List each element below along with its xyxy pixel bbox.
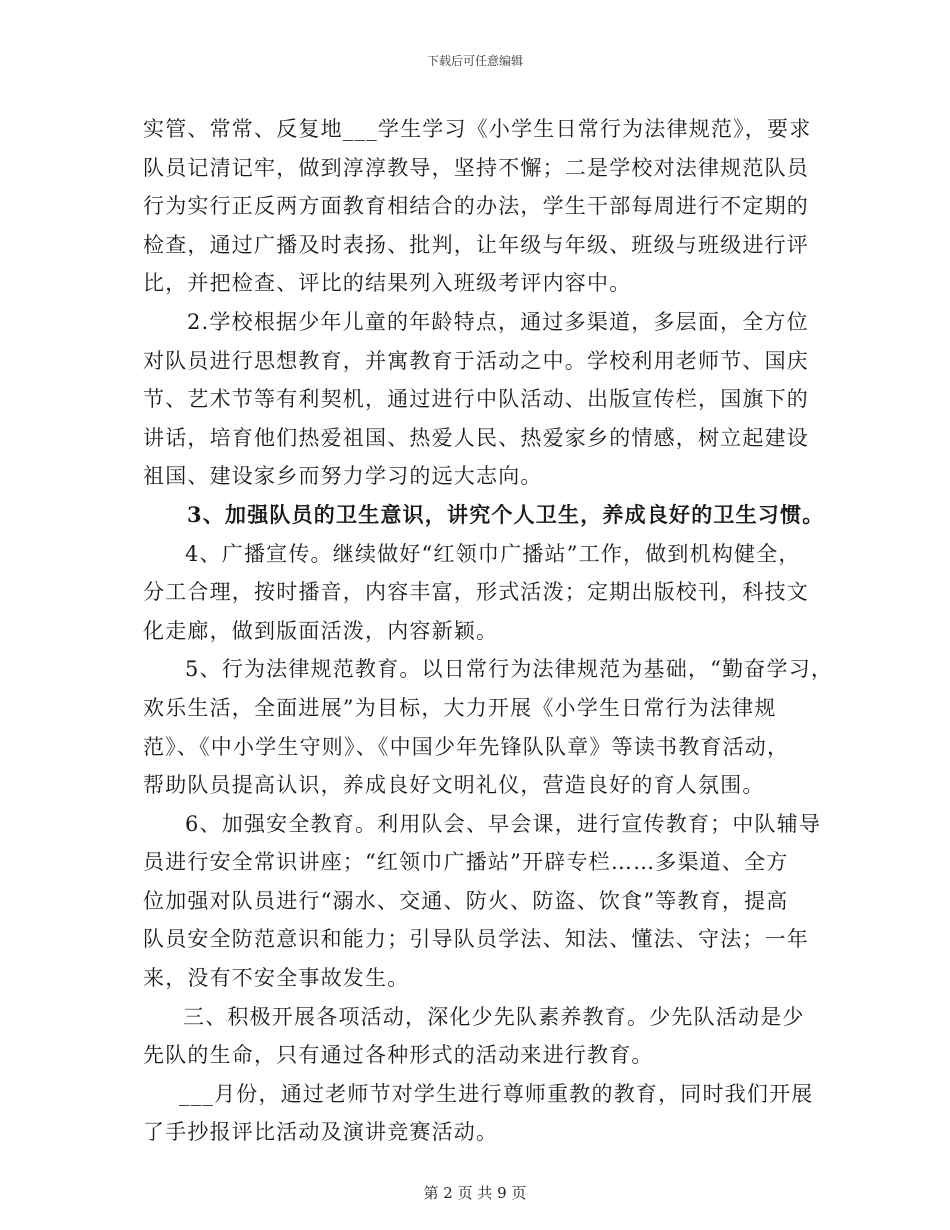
text-line: 行为实行正反两方面教育相结合的办法，学生干部每周进行不定期的 — [143, 194, 809, 219]
bold-heading-line: 3、加强队员的卫生意识，讲究个人卫生，养成良好的卫生习惯。 — [187, 501, 825, 527]
text-line: 祖国、建设家乡而努力学习的远大志向。 — [143, 464, 543, 489]
text-line: 范》、《中小学生守则》、《中国少年先锋队队章》等读书教育活动， — [143, 734, 790, 759]
text-line: 实管、常常、反复地___学生学习《小学生日常行为法律规范》，要求 — [143, 117, 812, 141]
paragraph-start-line: 三、积极开展各项活动，深化少先队素养教育。少先队活动是少 — [183, 1004, 805, 1029]
text-line: 了手抄报评比活动及演讲竞赛活动。 — [143, 1120, 499, 1145]
text-line: 队员记清记牢，做到淳淳教导，坚持不懈；二是学校对法律规范队员 — [143, 155, 809, 180]
text-line: 帮助队员提高认识，养成良好文明礼仪，营造良好的育人氛围。 — [143, 773, 765, 798]
text-line: 员进行安全常识讲座；“红领巾广播站”开辟专栏……多渠道、全方 — [143, 850, 789, 875]
text-line: 节、艺术节等有利契机，通过进行中队活动、出版宣传栏，国旗下的 — [143, 387, 809, 412]
text-line: 讲话，培育他们热爱祖国、热爱人民、热爱家乡的情感，树立起建设 — [143, 425, 809, 450]
paragraph-start-line: 2.学校根据少年儿童的年龄特点，通过多渠道，多层面，全方位 — [187, 309, 809, 334]
text-line: 位加强对队员进行“溺水、交通、防火、防盗、饮食”等教育，提高 — [143, 888, 789, 913]
text-line: 分工合理，按时播音，内容丰富，形式活泼；定期出版校刊，科技文 — [143, 580, 809, 605]
text-line: 先队的生命，只有通过各种形式的活动来进行教育。 — [143, 1043, 654, 1068]
paragraph-start-line: 6、加强安全教育。利用队会、早会课，进行宣传教育；中队辅导 — [185, 811, 822, 836]
text-line: 队员安全防范意识和能力；引导队员学法、知法、懂法、守法；一年 — [143, 927, 809, 952]
text-line: 欢乐生活，全面进展”为目标，大力开展《小学生日常行为法律规 — [143, 695, 777, 720]
text-line: 检查，通过广播及时表扬、批判，让年级与年级、班级与班级进行评 — [143, 232, 809, 257]
paragraph-start-line: 5、行为法律规范教育。以日常行为法律规范为基础，“勤奋学习， — [185, 657, 834, 682]
text-line: 对队员进行思想教育，并寓教育于活动之中。学校利用老师节、国庆 — [143, 348, 809, 373]
page-header: 下载后可任意编辑 — [426, 54, 523, 68]
text-line: 来，没有不安全事故发生。 — [143, 966, 410, 991]
paragraph-start-line: ___月份，通过老师节对学生进行尊师重教的教育，同时我们开展 — [179, 1081, 814, 1106]
text-line: 化走廊，做到版面活泼，内容新颖。 — [143, 618, 499, 643]
paragraph-start-line: 4、广播宣传。继续做好“红领巾广播站”工作，做到机构健全， — [185, 541, 801, 566]
page-footer: 第 2 页 共 9 页 — [423, 1184, 527, 1202]
document-body — [143, 110, 833, 1152]
text-line: 比，并把检查、评比的结果列入班级考评内容中。 — [143, 271, 632, 296]
